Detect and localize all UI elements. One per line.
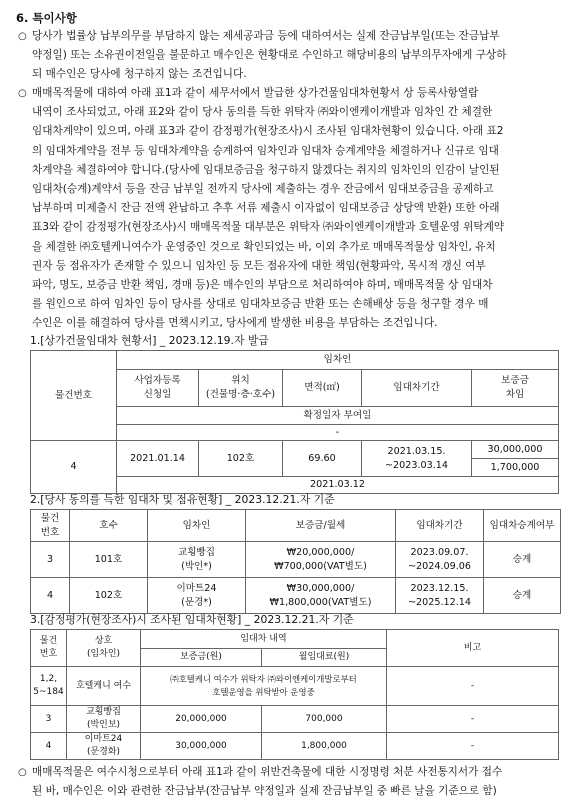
table3-cell-note: - [387, 706, 559, 733]
paragraph-line: 파악, 명도, 보증금 반환 책임, 경매 등)은 매수인의 부담으로 처리하여야 하며, 매매목적물 상 임대차 [32, 279, 493, 292]
header-text: 사업자등록 [134, 375, 181, 386]
cell-text: ₩20,000,000/ [286, 546, 355, 558]
table3-cell-business [67, 706, 141, 733]
table3-header-item-no [31, 630, 67, 667]
header-text: 물건 [40, 512, 60, 524]
paragraph-line: 되 매수인은 당사에 청구하지 않는 조건입니다. [32, 68, 247, 81]
table3-cell-deposit: 20,000,000 [141, 706, 262, 733]
table2-label: 2.[당사 동의를 득한 임대차 및 점유현황] _ 2023.12.21.자 기준 [30, 493, 335, 506]
section-title: 6. 특이사항 [16, 11, 77, 25]
cell-text: ₩1,800,000(VAT별도) [269, 596, 372, 608]
paragraph-line: 된 바, 매수인은 이와 관련한 잔금납부(잔금납부 약정일과 실제 잔금납부일 중 빠른 날을 기준으로 함) [32, 785, 497, 798]
table3-header-business [67, 630, 141, 667]
cell-text: 2023.12.15. [410, 582, 469, 594]
header-text: 신청일 [143, 389, 172, 400]
paragraph-1 [18, 27, 572, 85]
table2-cell-period [396, 542, 484, 578]
table3-header-note: 비고 [387, 630, 559, 667]
paragraph-line: 내역이 조사되었고, 아래 표2와 같이 당사 동의를 득한 위탁자 ㈜와이엔케이개발과 임차인 간 체결한 [32, 106, 493, 119]
table3-header-rent: 월임대료(원) [262, 649, 387, 667]
table2-cell-succession: 승계 [484, 578, 561, 614]
table3-header-lease: 임대차 내역 [141, 630, 387, 649]
cell-text: 이마트24 [176, 582, 217, 594]
paragraph-line: 납부하며 미제출시 잔금 전액 완납하고 추후 서류 제출시 이자없이 임대보증금 상당액 반환) 또한 아래 [32, 202, 500, 215]
cell-text: ㈜호텔케니 여수가 위탁자 ㈜와이엔케이개발로부터 [170, 674, 357, 684]
table2-cell-item-no: 3 [31, 542, 70, 578]
table3-cell-item-no: 3 [31, 706, 67, 733]
table2-cell-tenant [148, 578, 246, 614]
paragraph-line: 임대차(승계)계약서 등을 잔금 납부일 전까지 당사에 제출하는 경우 잔금에서 임대보증금을 공제하고 [32, 183, 494, 196]
paragraph-line: 당사가 법률상 납부의무를 부담하지 않는 제세공과금 등에 대하여서는 실제 잔금납부일(또는 잔금납부 [32, 30, 500, 42]
cell-text: (박인*) [181, 560, 212, 572]
cell-text: 이마트24 [84, 734, 123, 744]
bullet-circle-icon: ○ [18, 31, 27, 42]
table1-cell-period [362, 441, 472, 477]
table1-cell-apply-date: 2021.01.14 [117, 441, 199, 477]
table3-cell-deposit: 30,000,000 [141, 733, 262, 760]
table3-cell-item-no [31, 667, 67, 706]
cell-text: ~2024.09.06 [408, 560, 471, 572]
cell-text: ~2025.12.14 [408, 596, 471, 608]
table1-cell-deposit: 30,000,000 [472, 441, 559, 459]
table1-header-deposit [472, 370, 559, 407]
cell-text: 2023.09.07. [410, 546, 469, 558]
header-text: (임차인) [86, 649, 121, 659]
header-text: 물건 [39, 636, 58, 646]
cell-text: ₩30,000,000/ [286, 582, 355, 594]
table1-header-item-no: 물건번호 [31, 351, 117, 441]
cell-text: (문경*) [181, 596, 212, 608]
table1-header-area: 면적(㎡) [283, 370, 362, 407]
cell-text: ₩700,000(VAT별도) [274, 560, 367, 572]
table3-cell-business: 호텔케니 여수 [67, 667, 141, 706]
table2-cell-item-no: 4 [31, 578, 70, 614]
cell-text: (문경화) [86, 747, 121, 757]
header-text: 상호 [94, 636, 113, 646]
paragraph-line: 표3와 같이 감정평가(현장조사)시 매매목적물 대부분은 위탁자 ㈜와이엔케이개발과 호텔운영 위탁계약 [32, 221, 505, 234]
table2-header-period: 임대차기간 [396, 510, 484, 542]
table2-cell-succession: 승계 [484, 542, 561, 578]
table1-cell-area: 69.60 [283, 441, 362, 477]
table2-header-succession: 임대차승계여부 [484, 510, 561, 542]
table1-cell-fixed-date: 2021.03.12 [117, 477, 559, 494]
table2-header-tenant: 임차인 [148, 510, 246, 542]
cell-text: (박인보) [86, 720, 121, 730]
table3-cell-business [67, 733, 141, 760]
header-text: 번호 [40, 526, 60, 538]
table1 [30, 350, 559, 494]
table1-dash-row: - [117, 425, 559, 441]
paragraph-line: 매매목적물에 대하여 아래 표1과 같이 세무서에서 발급한 상가건물임대차현황서 상 등록사항열람 [32, 87, 479, 99]
bullet-circle-icon: ○ [18, 88, 27, 99]
bullet-circle-icon: ○ [18, 767, 27, 778]
cell-text: 1,2, [39, 674, 58, 684]
paragraph-2 [18, 84, 572, 334]
table1-cell-item-no: 4 [31, 441, 117, 494]
table1-header-fixed-date: 확정일자 부여일 [117, 407, 559, 425]
paragraph-line: 의 임대차계약을 전부 등 임대차계약을 승계하여 임차인과 임대차 승계계약을 체결하거나 신규로 임대 [32, 144, 499, 157]
table1-header-tenant: 임차인 [117, 351, 559, 370]
table2-cell-period [396, 578, 484, 614]
paragraph-line: 약정일) 또는 소유권이전일을 불문하고 매수인은 현황대로 수인하고 해당비용의 납부의무자에게 구상하 [32, 49, 507, 62]
paragraph-line: 임대차계약이 있으며, 아래 표3과 같이 감정평가(현장조사)시 조사된 임대차현황이 있습니다. 아래 표2 [32, 125, 504, 138]
paragraph-line: 를 원인으로 하여 임차인 등이 당사를 상대로 임대차보증금 반환 또는 손해배상 등을 청구할 경우 매 [32, 298, 489, 311]
header-text: 보증금 [501, 375, 529, 386]
table2-header-unit: 호수 [70, 510, 148, 542]
paragraph-3 [18, 763, 572, 801]
table3-cell-rent: 700,000 [262, 706, 387, 733]
table2 [30, 509, 561, 614]
table1-header-period: 임대차기간 [362, 370, 472, 407]
table1-cell-rent: 1,700,000 [472, 459, 559, 477]
table1-header-location [199, 370, 283, 407]
paragraph-line: 수인은 이를 해결하여 당사를 면책시키고, 당사에게 발생한 비용을 부담하는 조건입니다. [32, 317, 438, 330]
table3 [30, 629, 559, 760]
table2-cell-unit: 101호 [70, 542, 148, 578]
header-text: 위치 [231, 375, 250, 386]
table2-header-deposit-rent: 보증금/월세 [246, 510, 396, 542]
paragraph-line: 차계약을 체결하여야 합니다.(당사에 임대보증금을 청구하지 않겠다는 취지의 임차인의 인감이 날인된 [32, 163, 500, 176]
header-text: 번호 [39, 649, 58, 659]
table3-cell-merged-note [141, 667, 387, 706]
table3-header-deposit: 보증금(원) [141, 649, 262, 667]
cell-text: 교횡빵집 [177, 546, 216, 558]
table2-cell-tenant [148, 542, 246, 578]
table2-cell-unit: 102호 [70, 578, 148, 614]
header-text: 차임 [505, 389, 525, 400]
table1-header-biz-reg [117, 370, 199, 407]
table1-cell-location: 102호 [199, 441, 283, 477]
paragraph-line: 권자 등 점유자가 존재할 수 있으니 임차인 등 모든 점유자에 대한 책임(현황파악, 목시적 갱신 여부 [32, 259, 486, 272]
table2-header-item-no [31, 510, 70, 542]
table3-cell-note: - [387, 733, 559, 760]
paragraph-line: 을 체결한 ㈜호텔케니여수가 운영중인 것으로 확인되었는 바, 이외 추가로 매매목적물상 임차인, 유치 [32, 240, 496, 253]
cell-text: 2021.03.15. [387, 445, 446, 457]
cell-text: 교횡빵집 [86, 707, 121, 717]
paragraph-line: 매매목적물은 여수시청으로부터 아래 표1과 같이 위반건축물에 대한 시정명령 처분 사전통지서가 접수 [32, 766, 503, 778]
header-text: (건물명·층·호수) [205, 389, 276, 400]
table3-label: 3.[감정평가(현장조사)시 조사된 임대차현황] _ 2023.12.21.자 기준 [30, 613, 354, 626]
table2-cell-deposit-rent [246, 578, 396, 614]
table1-label: 1.[상가건물임대차 현황서] _ 2023.12.19.자 발급 [30, 334, 269, 347]
table3-cell-item-no: 4 [31, 733, 67, 760]
table3-cell-rent: 1,800,000 [262, 733, 387, 760]
cell-text: 호텔운영을 위탁받아 운영중 [212, 687, 315, 697]
cell-text: ~2023.03.14 [385, 459, 448, 471]
table3-cell-note: - [387, 667, 559, 706]
table2-cell-deposit-rent [246, 542, 396, 578]
cell-text: 5~184 [33, 687, 64, 697]
